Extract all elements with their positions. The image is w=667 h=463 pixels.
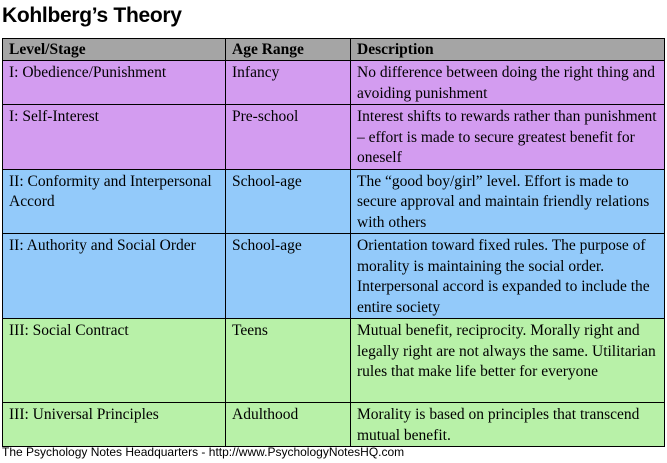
description-cell: No difference between doing the right thing and avoiding punishment [351, 61, 665, 105]
stage-cell: III: Universal Principles [3, 403, 226, 447]
stage-cell: III: Social Contract [3, 319, 226, 403]
header-age-range: Age Range [226, 39, 351, 61]
table-row [3, 169, 665, 234]
age-cell: School-age [226, 169, 351, 234]
age-cell: Teens [226, 319, 351, 403]
stage-cell: I: Self-Interest [3, 105, 226, 170]
stage-cell: II: Conformity and Interpersonal Accord [3, 169, 226, 234]
header-level-stage: Level/Stage [3, 39, 226, 61]
table-row [3, 319, 665, 403]
stage-cell: II: Authority and Social Order [3, 234, 226, 319]
table-row [3, 105, 665, 170]
kohlberg-stages-table [2, 38, 665, 447]
description-cell: Interest shifts to rewards rather than punishment – effort is made to secure greatest benefit for oneself [351, 105, 665, 170]
age-cell: School-age [226, 234, 351, 319]
age-cell: Infancy [226, 61, 351, 105]
description-cell: The “good boy/girl” level. Effort is made to secure approval and maintain friendly relations with others [351, 169, 665, 234]
age-cell: Pre-school [226, 105, 351, 170]
table-header-row [3, 39, 665, 61]
description-cell: Mutual benefit, reciprocity. Morally right and legally right are not always the same. Utilitarian rules that make life better for everyone [351, 319, 665, 403]
table-row [3, 234, 665, 319]
footer-credit: The Psychology Notes Headquarters - http://www.PsychologyNotesHQ.com [2, 445, 405, 459]
page-title: Kohlberg’s Theory [2, 4, 182, 27]
description-cell: Orientation toward fixed rules. The purpose of morality is maintaining the social order. Interpersonal accord is expanded to include the entire society [351, 234, 665, 319]
description-cell: Morality is based on principles that transcend mutual benefit. [351, 403, 665, 447]
table-row [3, 61, 665, 105]
age-cell: Adulthood [226, 403, 351, 447]
header-description: Description [351, 39, 665, 61]
stage-cell: I: Obedience/Punishment [3, 61, 226, 105]
table-row [3, 403, 665, 447]
